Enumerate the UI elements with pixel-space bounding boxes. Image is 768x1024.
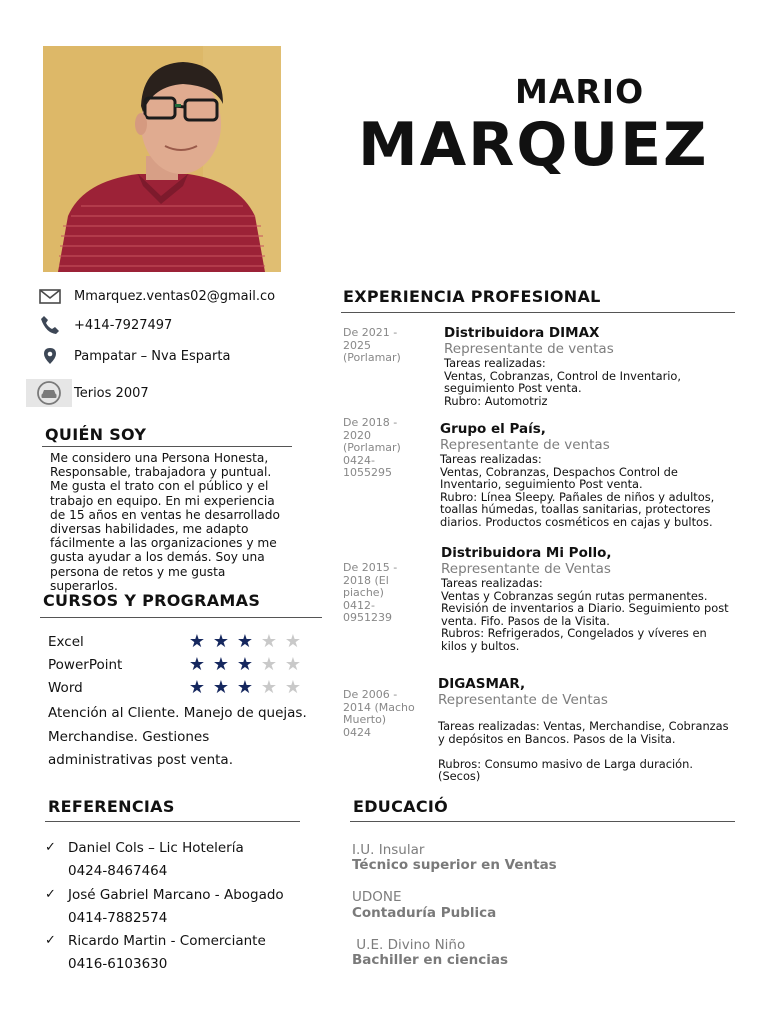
job-role: Representante de ventas: [444, 341, 614, 357]
job-date: De 2021 - 2025 (Porlamar): [343, 326, 401, 364]
reference-name: José Gabriel Marcano - Abogado: [68, 887, 284, 903]
reference-phone: 0416-6103630: [68, 956, 168, 972]
education-institution: I.U. Insular: [352, 842, 425, 858]
job-role: Representante de Ventas: [438, 692, 608, 708]
reference-name: Ricardo Martin - Comerciante: [68, 933, 266, 949]
reference-item: [45, 840, 244, 856]
about-title: QUIÉN SOY: [45, 425, 147, 444]
job-date: De 2015 - 2018 (El piache) 0412-0951239: [343, 561, 398, 624]
job-role: Representante de ventas: [440, 437, 610, 453]
star-icon: ★: [236, 631, 254, 652]
education-institution: U.E. Divino Niño: [352, 937, 466, 953]
star-icon: ★: [260, 631, 278, 652]
skill-row: [48, 656, 308, 674]
job-details: Tareas realizadas: Ventas, Cobranzas, Despachos Control de Inventario, seguimiento Post venta. Rubro: Línea Sleepy. Pañales de niños y adultos, toallas húmedas, toallas sanitarias, protectores diarios. Productos cosméticos en cajas y bultos.: [440, 452, 715, 529]
star-icon: ★: [212, 631, 230, 652]
education-title: EDUCACIÓ: [353, 797, 449, 816]
job-company: Distribuidora DIMAX: [444, 325, 600, 341]
star-icon: ★: [260, 677, 278, 698]
courses-text: [48, 702, 333, 773]
contact-vehicle-row: [38, 379, 149, 407]
education-degree: Bachiller en ciencias: [352, 952, 509, 968]
email-text: Mmarquez.ventas02@gmail.co: [74, 288, 276, 304]
checkmark-icon: ✓: [45, 887, 56, 902]
location-text: Pampatar – Nva Esparta: [74, 348, 231, 364]
course-line: Merchandise. Gestiones: [48, 728, 210, 745]
job-date: De 2018 - 2020 (Porlamar) 0424-1055295: [343, 416, 401, 479]
profile-photo-illustration: [43, 46, 281, 272]
last-name: MARQUEZ: [358, 110, 709, 180]
skill-row: [48, 633, 308, 651]
course-line: Atención al Cliente. Manejo de quejas.: [48, 705, 307, 721]
education-degree: Técnico superior en Ventas: [352, 857, 557, 873]
star-icon: ★: [260, 654, 278, 675]
first-name: MARIO: [515, 72, 645, 111]
contact-location-row: [38, 346, 230, 366]
job-entry: [440, 421, 735, 529]
checkmark-icon: ✓: [45, 933, 56, 948]
skill-name: Excel: [48, 634, 84, 650]
education-degree: Contaduría Publica: [352, 905, 497, 921]
about-text: Me considero una Persona Honesta, Responsable, trabajadora y puntual. Me gusta el trato con el público y el trabajo en equipo. En mi experiencia de 15 años en ventas he desarrollado diversas habilidades, me adapto fácilmente a las organizaciones y me gusta ayudar a los demás. Soy una persona de retos y me gusta superarlos.: [50, 451, 280, 593]
star-icon: ★: [236, 677, 254, 698]
job-date: De 2006 - 2014 (Macho Muerto) 0424: [343, 688, 415, 739]
star-icon: ★: [212, 654, 230, 675]
education-divider: [350, 821, 735, 822]
courses-divider: [40, 617, 322, 618]
reference-item: [45, 887, 284, 903]
about-divider: [42, 446, 292, 447]
contact-email-row: [38, 286, 275, 306]
job-company: DIGASMAR,: [438, 676, 526, 692]
star-icon: ★: [284, 654, 302, 675]
car-icon: [26, 379, 72, 407]
experience-title: EXPERIENCIA PROFESIONAL: [343, 287, 601, 306]
reference-item: [45, 933, 266, 949]
star-icon: ★: [188, 654, 206, 675]
star-icon: ★: [284, 677, 302, 698]
profile-photo: [43, 46, 281, 272]
job-entry: [441, 545, 735, 653]
phone-text: +414-7927497: [74, 317, 173, 333]
job-details: Tareas realizadas: Ventas, Merchandise, Cobranzas y depósitos en Bancos. Pasos de la Visita. Rubros: Consumo masivo de Larga duración. (Secos): [438, 719, 729, 784]
job-entry: [438, 676, 735, 794]
star-icon: ★: [284, 631, 302, 652]
courses-title: CURSOS Y PROGRAMAS: [43, 591, 261, 610]
phone-icon: [38, 315, 62, 335]
skill-name: PowerPoint: [48, 657, 123, 673]
job-entry: [444, 325, 734, 407]
vehicle-text: Terios 2007: [74, 385, 149, 401]
envelope-icon: [38, 286, 62, 306]
location-pin-icon: [38, 346, 62, 366]
contact-phone-row: [38, 315, 172, 335]
education-institution: UDONE: [352, 889, 402, 905]
star-icon: ★: [236, 654, 254, 675]
references-title: REFERENCIAS: [48, 797, 175, 816]
star-icon: ★: [188, 631, 206, 652]
reference-phone: 0414-7882574: [68, 910, 168, 926]
job-details: Tareas realizadas: Ventas y Cobranzas según rutas permanentes. Revisión de inventarios a Diario. Seguimiento post venta. Fifo. Pasos de la Visita. Rubros: Refrigerados, Congelados y víveres en kilos y bultos.: [441, 576, 729, 653]
reference-phone: 0424-8467464: [68, 863, 168, 879]
course-line: administrativas post venta.: [48, 752, 233, 768]
experience-divider: [341, 312, 735, 313]
skill-row: [48, 679, 308, 697]
job-role: Representante de Ventas: [441, 561, 611, 577]
star-icon: ★: [188, 677, 206, 698]
job-company: Grupo el País,: [440, 421, 546, 437]
star-icon: ★: [212, 677, 230, 698]
reference-name: Daniel Cols – Lic Hotelería: [68, 840, 244, 856]
job-details: Tareas realizadas: Ventas, Cobranzas, Control de Inventario, seguimiento Post venta. Rubro: Automotriz: [444, 356, 682, 408]
references-divider: [45, 821, 300, 822]
checkmark-icon: ✓: [45, 840, 56, 855]
skill-name: Word: [48, 680, 83, 696]
job-company: Distribuidora Mi Pollo,: [441, 545, 612, 561]
